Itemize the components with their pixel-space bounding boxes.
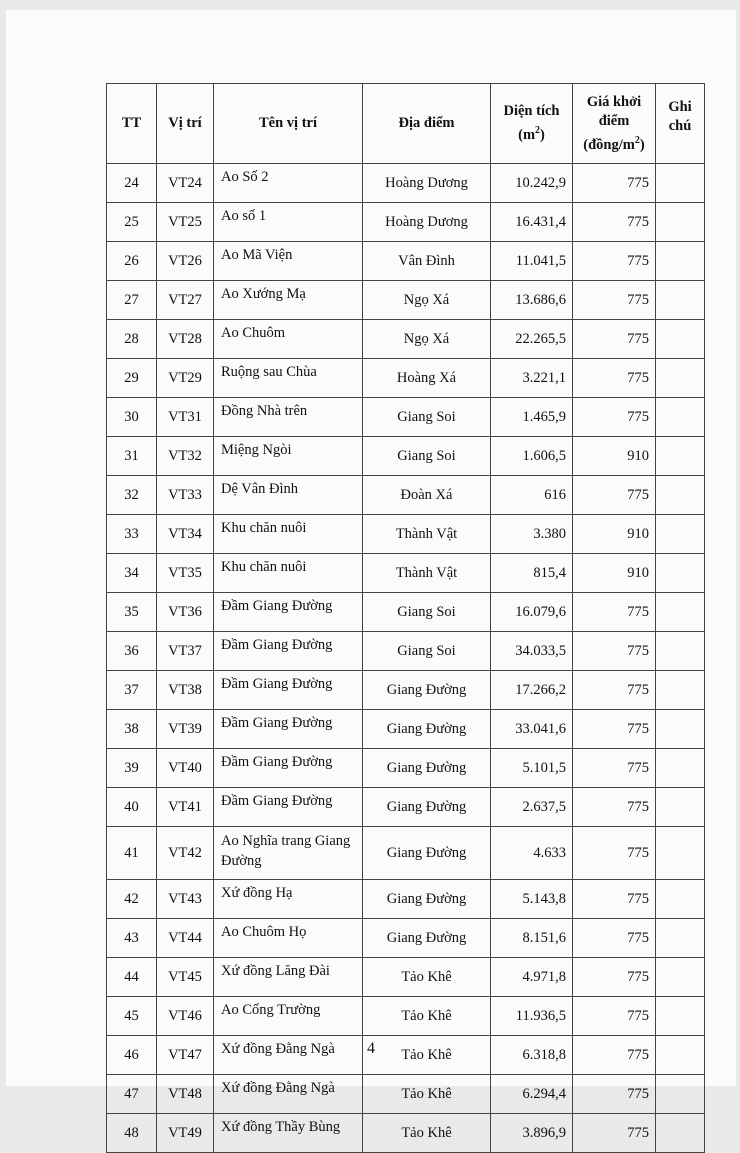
table-row <box>107 997 705 1036</box>
cell-tt: 48 <box>107 1114 157 1153</box>
cell-gia: 775 <box>573 593 656 632</box>
cell-ghi-chu <box>656 671 705 710</box>
cell-dia-diem: Thành Vật <box>363 554 491 593</box>
cell-ghi-chu <box>656 554 705 593</box>
cell-ghi-chu <box>656 749 705 788</box>
cell-tt: 25 <box>107 203 157 242</box>
table-row <box>107 958 705 997</box>
cell-vi-tri: VT39 <box>157 710 214 749</box>
table-row <box>107 671 705 710</box>
cell-ghi-chu <box>656 997 705 1036</box>
cell-ten-vi-tri: Đầm Giang Đường <box>214 632 363 671</box>
table-row <box>107 632 705 671</box>
cell-tt: 30 <box>107 398 157 437</box>
cell-ten-vi-tri: Xứ đồng Đằng Ngà <box>214 1075 363 1114</box>
cell-ghi-chu <box>656 320 705 359</box>
cell-ten-vi-tri: Đầm Giang Đường <box>214 593 363 632</box>
document-page <box>6 10 736 1141</box>
cell-ghi-chu <box>656 281 705 320</box>
cell-gia: 775 <box>573 749 656 788</box>
cell-dia-diem: Ngọ Xá <box>363 320 491 359</box>
cell-dia-diem: Đoàn Xá <box>363 476 491 515</box>
header-ghi-chu <box>656 84 705 164</box>
table-body <box>107 164 705 1153</box>
cell-vi-tri: VT32 <box>157 437 214 476</box>
cell-tt: 37 <box>107 671 157 710</box>
cell-tt: 27 <box>107 281 157 320</box>
cell-ten-vi-tri: Dệ Vân Đình <box>214 476 363 515</box>
header-ghi-chu-line1: Ghi <box>668 99 692 115</box>
cell-ten-vi-tri: Ao Nghĩa trang Giang Đường <box>214 827 363 880</box>
cell-dien-tich: 13.686,6 <box>491 281 573 320</box>
cell-dien-tich: 34.033,5 <box>491 632 573 671</box>
cell-dia-diem: Hoàng Dương <box>363 203 491 242</box>
table-row <box>107 1075 705 1114</box>
cell-ten-vi-tri: Khu chăn nuôi <box>214 554 363 593</box>
cell-dia-diem: Giang Đường <box>363 919 491 958</box>
cell-dia-diem: Hoàng Xá <box>363 359 491 398</box>
cell-gia: 910 <box>573 554 656 593</box>
cell-tt: 43 <box>107 919 157 958</box>
cell-ten-vi-tri: Ao Chuôm <box>214 320 363 359</box>
cell-gia: 775 <box>573 1075 656 1114</box>
cell-tt: 28 <box>107 320 157 359</box>
cell-gia: 775 <box>573 1114 656 1153</box>
cell-dia-diem: Giang Soi <box>363 593 491 632</box>
table-row <box>107 919 705 958</box>
cell-tt: 39 <box>107 749 157 788</box>
cell-ten-vi-tri: Xứ đồng Đằng Ngà <box>214 1036 363 1075</box>
cell-dia-diem: Vân Đình <box>363 242 491 281</box>
cell-ghi-chu <box>656 164 705 203</box>
header-dia-diem: Địa điểm <box>363 84 491 164</box>
cell-dien-tich: 5.101,5 <box>491 749 573 788</box>
cell-vi-tri: VT35 <box>157 554 214 593</box>
table-row <box>107 359 705 398</box>
cell-gia: 775 <box>573 164 656 203</box>
cell-tt: 41 <box>107 827 157 880</box>
cell-gia: 775 <box>573 880 656 919</box>
table-row <box>107 880 705 919</box>
cell-vi-tri: VT42 <box>157 827 214 880</box>
cell-dien-tich: 11.041,5 <box>491 242 573 281</box>
cell-vi-tri: VT49 <box>157 1114 214 1153</box>
cell-vi-tri: VT31 <box>157 398 214 437</box>
cell-dia-diem: Giang Đường <box>363 749 491 788</box>
cell-tt: 26 <box>107 242 157 281</box>
cell-gia: 775 <box>573 281 656 320</box>
cell-tt: 35 <box>107 593 157 632</box>
header-ghi-chu-line2: chú <box>668 118 692 134</box>
cell-dien-tich: 1.606,5 <box>491 437 573 476</box>
cell-dia-diem: Giang Đường <box>363 671 491 710</box>
header-vi-tri: Vị trí <box>157 84 214 164</box>
table-row <box>107 710 705 749</box>
cell-ten-vi-tri: Ao Xướng Mạ <box>214 281 363 320</box>
cell-ten-vi-tri: Xứ đồng Lăng Đài <box>214 958 363 997</box>
table-row <box>107 437 705 476</box>
cell-vi-tri: VT43 <box>157 880 214 919</box>
cell-ten-vi-tri: Đồng Nhà trên <box>214 398 363 437</box>
cell-dien-tich: 16.431,4 <box>491 203 573 242</box>
cell-gia: 775 <box>573 919 656 958</box>
cell-dia-diem: Tảo Khê <box>363 997 491 1036</box>
header-dien-tich <box>491 84 573 164</box>
cell-dia-diem: Tảo Khê <box>363 958 491 997</box>
cell-tt: 44 <box>107 958 157 997</box>
cell-tt: 34 <box>107 554 157 593</box>
table-row <box>107 827 705 880</box>
cell-gia: 775 <box>573 710 656 749</box>
cell-ghi-chu <box>656 359 705 398</box>
cell-ten-vi-tri: Xứ đồng Hạ <box>214 880 363 919</box>
cell-dia-diem: Giang Soi <box>363 398 491 437</box>
cell-gia: 775 <box>573 359 656 398</box>
cell-ghi-chu <box>656 1114 705 1153</box>
cell-tt: 24 <box>107 164 157 203</box>
cell-vi-tri: VT29 <box>157 359 214 398</box>
table-row <box>107 203 705 242</box>
cell-tt: 31 <box>107 437 157 476</box>
cell-dia-diem: Tảo Khê <box>363 1036 491 1075</box>
cell-dien-tich: 3.380 <box>491 515 573 554</box>
cell-ghi-chu <box>656 919 705 958</box>
cell-dia-diem: Tảo Khê <box>363 1114 491 1153</box>
table-row <box>107 320 705 359</box>
cell-dien-tich: 4.971,8 <box>491 958 573 997</box>
cell-tt: 33 <box>107 515 157 554</box>
cell-gia: 775 <box>573 997 656 1036</box>
table-row <box>107 515 705 554</box>
cell-dia-diem: Giang Soi <box>363 632 491 671</box>
cell-gia: 775 <box>573 632 656 671</box>
cell-vi-tri: VT38 <box>157 671 214 710</box>
cell-vi-tri: VT37 <box>157 632 214 671</box>
cell-vi-tri: VT36 <box>157 593 214 632</box>
cell-ten-vi-tri: Xứ đồng Thầy Bùng <box>214 1114 363 1153</box>
header-dien-tich-unit: $(m^2)$ <box>518 125 545 143</box>
cell-vi-tri: VT40 <box>157 749 214 788</box>
table-row <box>107 554 705 593</box>
cell-dia-diem: Giang Đường <box>363 880 491 919</box>
cell-vi-tri: VT24 <box>157 164 214 203</box>
cell-tt: 46 <box>107 1036 157 1075</box>
cell-vi-tri: VT48 <box>157 1075 214 1114</box>
cell-tt: 29 <box>107 359 157 398</box>
cell-gia: 910 <box>573 515 656 554</box>
cell-vi-tri: VT27 <box>157 281 214 320</box>
cell-dien-tich: 616 <box>491 476 573 515</box>
cell-gia: 775 <box>573 671 656 710</box>
cell-vi-tri: VT34 <box>157 515 214 554</box>
cell-ghi-chu <box>656 515 705 554</box>
table-row <box>107 749 705 788</box>
cell-dien-tich: 11.936,5 <box>491 997 573 1036</box>
cell-tt: 45 <box>107 997 157 1036</box>
cell-dien-tich: 6.294,4 <box>491 1075 573 1114</box>
header-row <box>107 84 705 164</box>
cell-ten-vi-tri: Ruộng sau Chùa <box>214 359 363 398</box>
cell-ghi-chu <box>656 242 705 281</box>
cell-ten-vi-tri: Đầm Giang Đường <box>214 749 363 788</box>
cell-dien-tich: 17.266,2 <box>491 671 573 710</box>
cell-dia-diem: Thành Vật <box>363 515 491 554</box>
cell-dia-diem: Giang Đường <box>363 827 491 880</box>
cell-ghi-chu <box>656 788 705 827</box>
cell-ghi-chu <box>656 203 705 242</box>
cell-dia-diem: Giang Đường <box>363 788 491 827</box>
cell-ten-vi-tri: Đầm Giang Đường <box>214 671 363 710</box>
table-row <box>107 788 705 827</box>
cell-ten-vi-tri: Miệng Ngòi <box>214 437 363 476</box>
cell-gia: 910 <box>573 437 656 476</box>
cell-ghi-chu <box>656 880 705 919</box>
cell-tt: 47 <box>107 1075 157 1114</box>
cell-dien-tich: 5.143,8 <box>491 880 573 919</box>
cell-ten-vi-tri: Ao Mã Viện <box>214 242 363 281</box>
cell-dia-diem: Tảo Khê <box>363 1075 491 1114</box>
cell-dien-tich: 2.637,5 <box>491 788 573 827</box>
cell-gia: 775 <box>573 827 656 880</box>
table-row <box>107 242 705 281</box>
cell-ghi-chu <box>656 398 705 437</box>
header-gia-khoi-diem <box>573 84 656 164</box>
cell-vi-tri: VT28 <box>157 320 214 359</box>
cell-ten-vi-tri: Đầm Giang Đường <box>214 710 363 749</box>
table-header <box>107 84 705 164</box>
cell-dien-tich: 1.465,9 <box>491 398 573 437</box>
cell-dien-tich: 6.318,8 <box>491 1036 573 1075</box>
cell-ghi-chu <box>656 476 705 515</box>
cell-vi-tri: VT41 <box>157 788 214 827</box>
header-gia-line1: Giá khởi <box>586 93 642 110</box>
cell-dien-tich: 22.265,5 <box>491 320 573 359</box>
cell-vi-tri: VT33 <box>157 476 214 515</box>
cell-ten-vi-tri: Ao Chuôm Họ <box>214 919 363 958</box>
cell-dien-tich: 33.041,6 <box>491 710 573 749</box>
cell-dien-tich: 3.896,9 <box>491 1114 573 1153</box>
cell-ten-vi-tri: Ao số 1 <box>214 203 363 242</box>
cell-gia: 775 <box>573 203 656 242</box>
cell-vi-tri: VT44 <box>157 919 214 958</box>
cell-gia: 775 <box>573 242 656 281</box>
cell-dien-tich: 3.221,1 <box>491 359 573 398</box>
cell-dien-tich: 16.079,6 <box>491 593 573 632</box>
table-row <box>107 398 705 437</box>
cell-gia: 775 <box>573 958 656 997</box>
cell-ghi-chu <box>656 710 705 749</box>
header-dien-tich-label: Diện tích <box>503 103 560 120</box>
cell-gia: 775 <box>573 476 656 515</box>
cell-tt: 36 <box>107 632 157 671</box>
cell-dien-tich: 10.242,9 <box>491 164 573 203</box>
cell-dien-tich: 8.151,6 <box>491 919 573 958</box>
cell-vi-tri: VT46 <box>157 997 214 1036</box>
cell-dia-diem: Giang Soi <box>363 437 491 476</box>
cell-gia: 775 <box>573 320 656 359</box>
cell-ghi-chu <box>656 437 705 476</box>
cell-ghi-chu <box>656 958 705 997</box>
header-gia-line3: $(đồng/m^2)$ <box>583 134 645 153</box>
header-ten-vi-tri: Tên vị trí <box>214 84 363 164</box>
cell-gia: 775 <box>573 788 656 827</box>
cell-dien-tich: 815,4 <box>491 554 573 593</box>
cell-tt: 32 <box>107 476 157 515</box>
cell-dien-tich: 4.633 <box>491 827 573 880</box>
cell-gia: 775 <box>573 1036 656 1075</box>
cell-tt: 42 <box>107 880 157 919</box>
cell-dia-diem: Hoàng Dương <box>363 164 491 203</box>
table-row <box>107 1114 705 1153</box>
cell-ten-vi-tri: Ao Cống Trường <box>214 997 363 1036</box>
cell-tt: 40 <box>107 788 157 827</box>
cell-ten-vi-tri: Ao Số 2 <box>214 164 363 203</box>
table-row <box>107 281 705 320</box>
cell-vi-tri: VT47 <box>157 1036 214 1075</box>
cell-ten-vi-tri: Khu chăn nuôi <box>214 515 363 554</box>
cell-ghi-chu <box>656 827 705 880</box>
cell-vi-tri: VT26 <box>157 242 214 281</box>
page-number: 4 <box>367 1040 375 1057</box>
table-row <box>107 164 705 203</box>
cell-ghi-chu <box>656 1075 705 1114</box>
cell-ghi-chu <box>656 632 705 671</box>
header-tt: TT <box>107 84 157 164</box>
cell-dia-diem: Giang Đường <box>363 710 491 749</box>
land-price-table <box>106 83 705 1153</box>
cell-ghi-chu <box>656 593 705 632</box>
cell-gia: 775 <box>573 398 656 437</box>
cell-ten-vi-tri: Đầm Giang Đường <box>214 788 363 827</box>
cell-vi-tri: VT25 <box>157 203 214 242</box>
header-gia-line2: điểm <box>598 112 630 129</box>
cell-vi-tri: VT45 <box>157 958 214 997</box>
table-row <box>107 593 705 632</box>
table-row <box>107 476 705 515</box>
cell-tt: 38 <box>107 710 157 749</box>
cell-dia-diem: Ngọ Xá <box>363 281 491 320</box>
